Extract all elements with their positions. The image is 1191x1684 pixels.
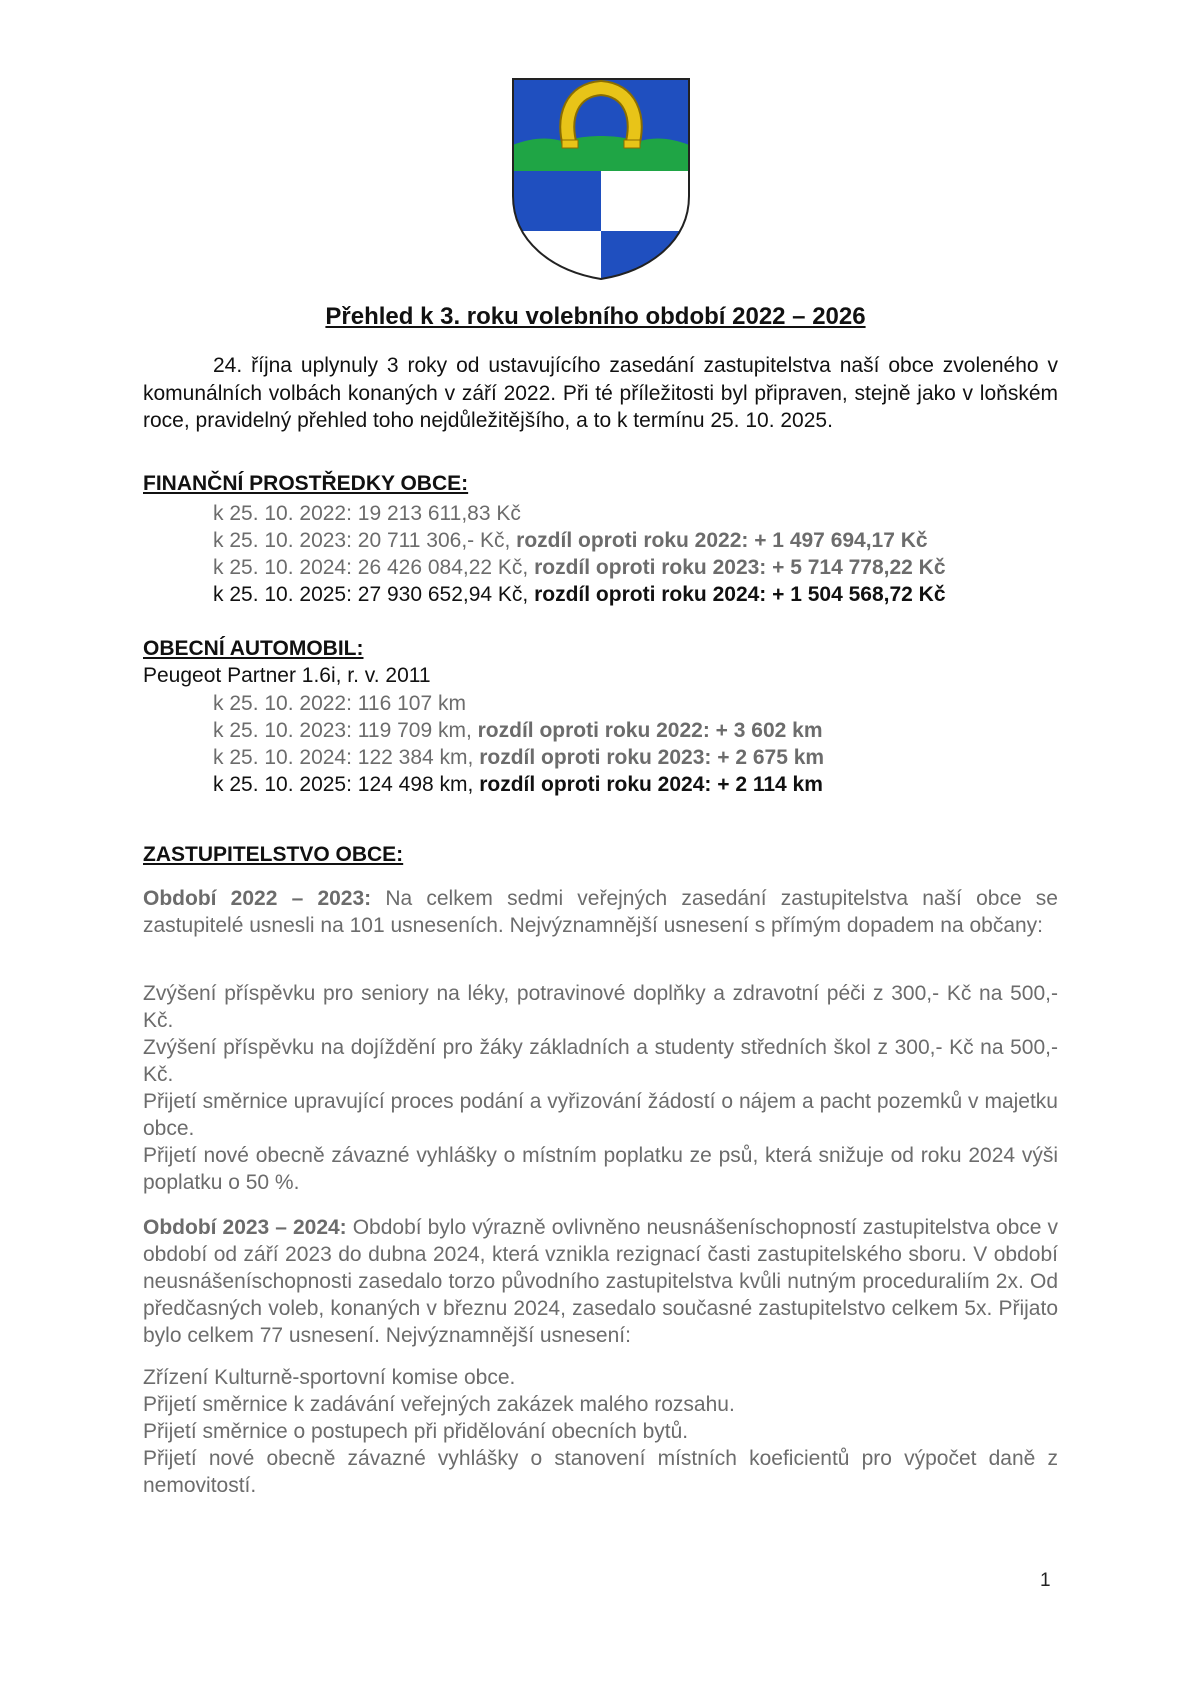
intro-paragraph — [143, 352, 1058, 435]
car-row: k 25. 10. 2025: 124 498 km, rozdíl oproti roku 2024: + 2 114 km — [213, 773, 823, 796]
list-item: Přijetí směrnice upravující proces podání a vyřizování žádostí o nájem a pacht pozemků v majetku obce. — [143, 1090, 1058, 1140]
page-title: Přehled k 3. roku volebního období 2022 – 2026 — [325, 303, 866, 330]
finance-list — [213, 500, 946, 608]
period1-items — [143, 980, 1058, 1196]
period1-text: Na celkem sedmi veřejných zasedání zastupitelstva naší obce se zastupitelé usnesli na 101 usneseních. Nejvýznamnější usnesení s přímým dopadem na občany: — [143, 887, 1058, 937]
car-list — [213, 690, 824, 798]
finance-row: k 25. 10. 2022: 19 213 611,83 Kč — [213, 502, 521, 525]
list-item: Zřízení Kulturně-sportovní komise obce. — [143, 1366, 516, 1389]
list-item: Zvýšení příspěvku na dojíždění pro žáky základních a studenty středních škol z 300,- Kč na 500,- Kč. — [143, 1036, 1058, 1086]
period2-text: Období bylo výrazně ovlivněno neusnášeníschopností zastupitelstva obce v období od září 2023 do dubna 2024, která vznikla rezignací časti zastupitelského sboru. V období neusnášeníschopnosti zasedalo torzo původního zastupitelstva kvůli nutným proceduraliím 2x. Od předčasných voleb, konaných v březnu 2024, zasedalo současné zastupitelstvo celkem 5x. Přijato bylo celkem 77 usnesení. Nejvýznamnější usnesení: — [143, 1216, 1059, 1347]
finance-row: k 25. 10. 2023: 20 711 306,- Kč, rozdíl oproti roku 2022: + 1 497 694,17 Kč — [213, 529, 928, 552]
page-number: 1 — [1040, 1570, 1051, 1591]
period2-items — [143, 1364, 1058, 1499]
list-item: Přijetí nové obecně závazné vyhlášky o stanovení místních koeficientů pro výpočet daně z nemovitostí. — [143, 1447, 1058, 1497]
period1-paragraph — [143, 885, 1058, 939]
car-row: k 25. 10. 2024: 122 384 km, rozdíl oproti roku 2023: + 2 675 km — [213, 746, 825, 769]
council-heading: ZASTUPITELSTVO OBCE: — [143, 843, 404, 866]
period1-label: Období 2022 – 2023: — [143, 887, 372, 910]
coat-of-arms-icon — [510, 76, 692, 282]
period2-paragraph — [143, 1214, 1058, 1349]
finance-heading: FINANČNÍ PROSTŘEDKY OBCE: — [143, 472, 469, 495]
finance-row: k 25. 10. 2024: 26 426 084,22 Kč, rozdíl oproti roku 2023: + 5 714 778,22 Kč — [213, 556, 946, 579]
car-row: k 25. 10. 2022: 116 107 km — [213, 692, 466, 715]
list-item: Zvýšení příspěvku pro seniory na léky, potravinové doplňky a zdravotní péči z 300,- Kč na 500,- Kč. — [143, 982, 1058, 1032]
finance-row: k 25. 10. 2025: 27 930 652,94 Kč, rozdíl oproti roku 2024: + 1 504 568,72 Kč — [213, 583, 946, 606]
car-heading: OBECNÍ AUTOMOBIL: — [143, 637, 364, 660]
car-model: Peugeot Partner 1.6i, r. v. 2011 — [143, 664, 431, 687]
intro-text: 24. října uplynuly 3 roky od ustavujícího zasedání zastupitelstva naší obce zvoleného v komunálních volbách konaných v září 2022. Při té příležitosti byl připraven, stejně jako v loňském roce, pravidelný přehled toho nejdůležitějšího, a to k termínu 25. 10. 2025. — [143, 354, 1058, 432]
list-item: Přijetí směrnice o postupech při přidělování obecních bytů. — [143, 1420, 689, 1443]
list-item: Přijetí směrnice k zadávání veřejných zakázek malého rozsahu. — [143, 1393, 735, 1416]
period2-label: Období 2023 – 2024: — [143, 1216, 347, 1239]
list-item: Přijetí nové obecně závazné vyhlášky o místním poplatku ze psů, která snižuje od roku 2024 výši poplatku o 50 %. — [143, 1144, 1058, 1194]
car-row: k 25. 10. 2023: 119 709 km, rozdíl oproti roku 2022: + 3 602 km — [213, 719, 823, 742]
